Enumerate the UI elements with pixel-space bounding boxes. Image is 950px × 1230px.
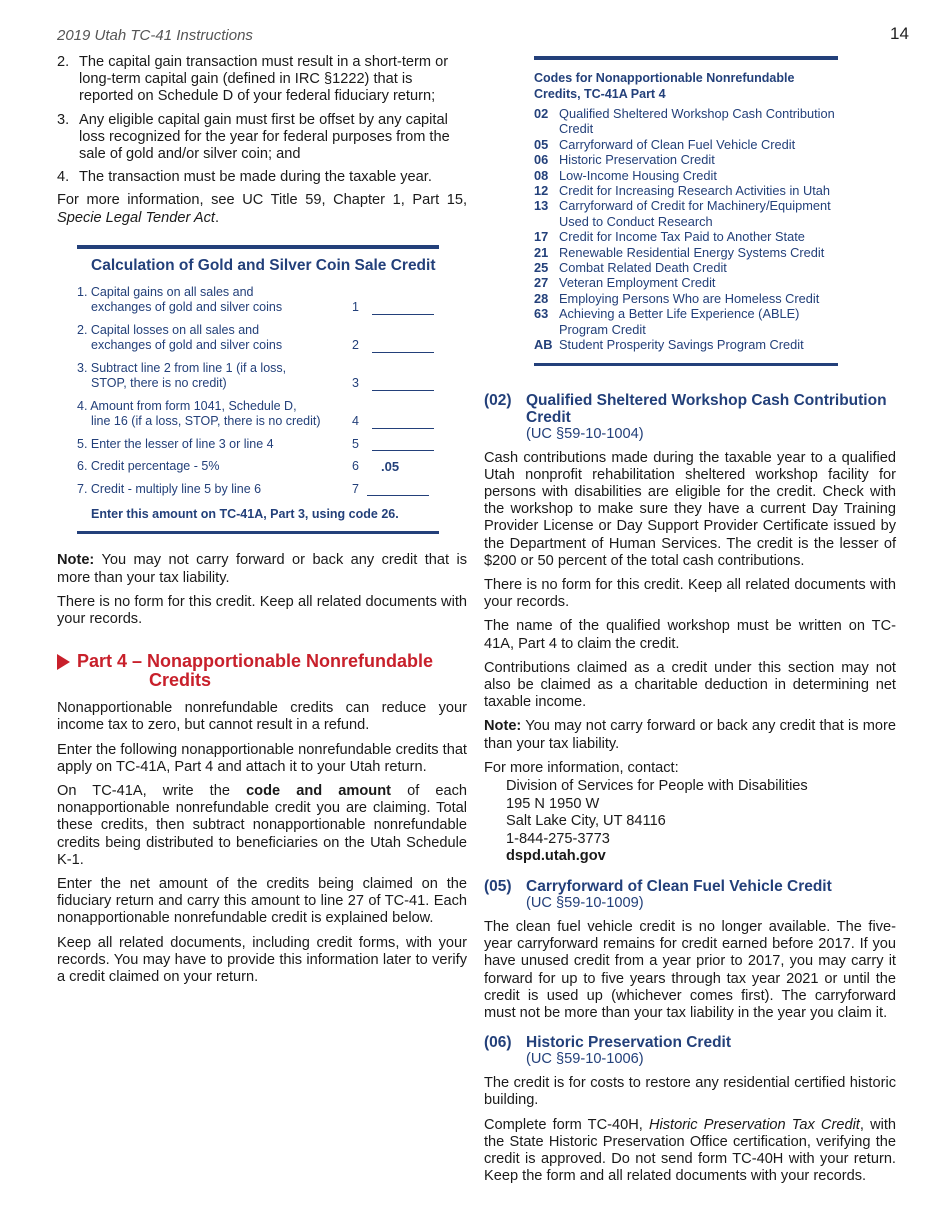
p3-bold: code and amount <box>246 782 391 799</box>
note-paragraph <box>57 552 467 586</box>
more-info-paragraph <box>57 192 467 226</box>
line-number: 6 <box>352 459 359 474</box>
code-number: 02 <box>534 106 549 121</box>
worksheet-line <box>77 482 439 498</box>
code-name: Credit for Increasing Research Activities in Utah <box>559 183 830 199</box>
section-02-heading <box>484 392 896 443</box>
code-name: Low-Income Housing Credit <box>559 167 717 183</box>
part4-paragraph-3 <box>57 783 467 869</box>
section-02-paragraph-2: There is no form for this credit. Keep all related documents with your records. <box>484 576 896 611</box>
note-text: You may not carry forward or back any credit that is more than your tax liability. <box>484 718 896 752</box>
line-blank[interactable] <box>367 485 429 496</box>
code-name: Qualified Sheltered Workshop Cash Contribution Credit <box>559 106 835 137</box>
list-item-text: The transaction must be made during the taxable year. <box>79 169 432 186</box>
line-blank[interactable] <box>372 304 434 315</box>
code-number: 08 <box>534 167 549 183</box>
part4-paragraph-2: Enter the following nonapportionable nonrefundable credits that apply on TC-41A, Part 4 and attach it to your Utah return. <box>57 741 467 775</box>
code-number: 25 <box>534 260 549 276</box>
line-text: 3. Subtract line 2 from line 1 (if a loss, <box>77 360 287 375</box>
section-06-heading <box>484 1034 896 1068</box>
contact-website-link[interactable]: dspd.utah.gov <box>506 848 606 865</box>
code-number: 06 <box>534 152 549 168</box>
list-item <box>57 54 467 106</box>
contact-phone: 1-844-275-3773 <box>506 830 610 847</box>
line-blank[interactable] <box>372 342 434 353</box>
code-row <box>534 198 838 229</box>
left-column <box>57 54 467 993</box>
note-label: Note: <box>484 718 522 735</box>
code-number: 28 <box>534 290 549 306</box>
list-item-number: 4. <box>57 169 70 186</box>
worksheet-line <box>77 323 439 354</box>
codes-title: Codes for Nonapportionable Nonrefundable Credits, TC-41A Part 4 <box>534 71 795 101</box>
line-number: 7 <box>352 481 359 496</box>
section-02-paragraph-1: Cash contributions made during the taxable year to a qualified Utah nonprofit rehabilitation sheltered workshop facility for persons with disabilities are eligible for the credit. Check with the workshop to make sure they have a current Day Training Provider License or Day Support Provider Certificate issued by the Department of Human Services. The credit is the lesser of $200 or 50 percent of the total cash contributions. <box>484 449 896 569</box>
code-name: Combat Related Death Credit <box>559 260 727 276</box>
line-text: 6. Credit percentage - 5% <box>77 459 220 474</box>
code-name: Credit for Income Tax Paid to Another State <box>559 229 805 245</box>
part4-paragraph-1: Nonapportionable nonrefundable credits can reduce your income tax to zero, but cannot result in a refund. <box>57 700 467 734</box>
section-name: Carryforward of Clean Fuel Vehicle Credit <box>526 877 832 895</box>
more-info-suffix: . <box>214 209 219 226</box>
code-name: Achieving a Better Life Experience (ABLE) Program Credit <box>559 306 800 337</box>
contact-address-2: Salt Lake City, UT 84116 <box>506 813 666 830</box>
list-item-text: Any eligible capital gain must first be offset by any capital loss recognized for the year for federal purposes from the sale of gold and/or silver coin; and <box>79 111 450 163</box>
document-header-title: 2019 Utah TC-41 Instructions <box>57 27 253 44</box>
code-row <box>534 183 838 198</box>
section-06-paragraph-2 <box>484 1117 896 1186</box>
line-text-cont: exchanges of gold and silver coins <box>91 338 283 353</box>
section-citation: (UC §59-10-1004) <box>526 425 644 442</box>
no-form-paragraph: There is no form for this credit. Keep all related documents with your records. <box>57 593 467 627</box>
contact-address-1: 195 N 1950 W <box>506 795 600 812</box>
code-row <box>534 337 838 352</box>
section-code: (06) <box>484 1034 512 1052</box>
line-blank[interactable] <box>372 440 434 451</box>
list-item-text: The capital gain transaction must result in a short-term or long-term capital gain (defined in IRC §1222) that is reported on Schedule D of your federal fiduciary return; <box>79 54 449 105</box>
code-name: Historic Preservation Credit <box>559 152 715 168</box>
worksheet-line <box>77 285 439 316</box>
section-05-paragraph-1: The clean fuel vehicle credit is no longer available. The five-year carryforward remains for credit earned before 2017. If you have unused credit from a year prior to 2017, you may carry it forward for up to five years through tax year 2021 or until the credit is used up (whichever comes first). The carryforward must not be more than your tax liability in the year you claim it. <box>484 918 896 1021</box>
line-text: 5. Enter the lesser of line 3 or line 4 <box>77 436 274 451</box>
section-citation: (UC §59-10-1009) <box>526 894 644 911</box>
line-number: 4 <box>352 414 359 429</box>
line-text: 1. Capital gains on all sales and <box>77 284 254 299</box>
code-name: Carryforward of Clean Fuel Vehicle Credit <box>559 136 796 152</box>
code-name: Renewable Residential Energy Systems Credit <box>559 244 825 260</box>
p3-prefix: On TC-41A, write the <box>57 782 247 799</box>
p3-suffix: of each nonapportionable nonrefundable credit you are claiming. Total these credits, then subtract nonapportionable nonrefundable credits being distributed to beneficiaries on the Utah Schedule K-1. <box>57 782 468 868</box>
line-text-cont: exchanges of gold and silver coins <box>91 300 283 315</box>
p2-suffix: , with the State Historic Preservation Office certification, verifying the credit is approved. Do not send form TC-40H with your return. Keep the form and all related documents with your records. <box>484 1116 897 1185</box>
form-title: Historic Preservation Tax Credit <box>648 1116 860 1133</box>
code-name: Veteran Employment Credit <box>559 275 716 291</box>
page-number: 14 <box>890 24 909 43</box>
code-row <box>534 229 838 244</box>
list-item <box>57 169 467 186</box>
code-row <box>534 168 838 183</box>
code-number: 21 <box>534 244 549 260</box>
code-number: 13 <box>534 198 549 214</box>
line-number: 5 <box>352 436 359 451</box>
line-number: 3 <box>352 376 359 391</box>
line-text-cont: STOP, there is no credit) <box>91 376 227 391</box>
part4-heading-line2: Credits <box>149 670 212 691</box>
code-name: Student Prosperity Savings Program Credit <box>559 337 804 353</box>
worksheet-footer: Enter this amount on TC-41A, Part 3, using code 26. <box>91 507 399 522</box>
code-number: 05 <box>534 136 549 152</box>
section-code: (02) <box>484 391 512 409</box>
section-name: Qualified Sheltered Workshop Cash Contribution Credit <box>526 391 887 426</box>
section-citation: (UC §59-10-1006) <box>526 1051 644 1068</box>
worksheet-line <box>77 459 439 475</box>
code-row <box>534 260 838 275</box>
more-info-prefix: For more information, see UC Title 59, Chapter 1, Part 15, <box>57 192 467 209</box>
line-text-cont: line 16 (if a loss, STOP, there is no credit) <box>91 414 321 429</box>
line-number: 1 <box>352 300 359 315</box>
part4-heading-line1: Part 4 – Nonapportionable Nonrefundable <box>77 651 434 672</box>
code-number: AB <box>534 337 553 353</box>
line-blank[interactable] <box>372 418 434 429</box>
part4-paragraph-5: Keep all related documents, including credit forms, with your records. You may have to provide this information later to verify a credit claimed on your return. <box>57 934 467 985</box>
code-number: 17 <box>534 229 549 245</box>
line-text: 2. Capital losses on all sales and <box>77 322 260 337</box>
section-05-heading <box>484 878 896 912</box>
codes-table <box>534 56 838 366</box>
code-name: Employing Persons Who are Homeless Credit <box>559 290 820 306</box>
section-02-paragraph-3: The name of the qualified workshop must be written on TC-41A, Part 4 to claim the credit. <box>484 618 896 652</box>
list-item <box>57 112 467 164</box>
note-text: You may not carry forward or back any credit that is more than your tax liability. <box>57 552 467 586</box>
worksheet-line <box>77 437 439 453</box>
code-row <box>534 306 838 337</box>
code-row <box>534 275 838 290</box>
section-02-paragraph-4: Contributions claimed as a credit under this section may not also be claimed as a charitable deduction in determining net taxable income. <box>484 659 896 711</box>
contact-block <box>484 778 896 866</box>
code-number: 63 <box>534 306 549 322</box>
part4-paragraph-4: Enter the net amount of the credits being claimed on the fiduciary return and carry this amount to line 27 of TC-41. Each nonapportionable nonrefundable credit is explained below. <box>57 875 467 927</box>
section-code: (05) <box>484 877 512 895</box>
code-number: 12 <box>534 183 549 199</box>
code-row <box>534 245 838 260</box>
section-06-paragraph-1: The credit is for costs to restore any residential certified historic building. <box>484 1075 896 1109</box>
line-number: 2 <box>352 338 359 353</box>
part4-heading <box>57 652 467 690</box>
worksheet-line <box>77 399 439 430</box>
section-02-note <box>484 718 896 752</box>
line-text: 7. Credit - multiply line 5 by line 6 <box>77 481 262 496</box>
code-row <box>534 106 838 137</box>
line-value: .05 <box>381 459 400 475</box>
note-label: Note: <box>57 552 95 569</box>
list-item-number: 2. <box>57 54 70 70</box>
section-name: Historic Preservation Credit <box>526 1034 732 1052</box>
code-name: Carryforward of Credit for Machinery/Equipment Used to Conduct Research <box>559 198 831 229</box>
right-column <box>484 56 896 1192</box>
act-title: Specie Legal Tender Act <box>57 209 215 226</box>
calculation-worksheet <box>77 245 439 535</box>
code-row <box>534 137 838 152</box>
contact-org: Division of Services for People with Disabilities <box>506 777 808 794</box>
list-item-number: 3. <box>57 111 70 128</box>
contact-intro: For more information, contact: <box>484 759 679 776</box>
triangle-bullet-icon <box>57 654 70 670</box>
code-number: 27 <box>534 275 549 291</box>
code-row <box>534 291 838 306</box>
code-row <box>534 152 838 167</box>
worksheet-line <box>77 361 439 392</box>
line-blank[interactable] <box>372 380 434 391</box>
p2-prefix: Complete form TC-40H, <box>484 1116 649 1133</box>
line-text: 4. Amount from form 1041, Schedule D, <box>77 398 297 413</box>
worksheet-title: Calculation of Gold and Silver Coin Sale Credit <box>91 256 436 274</box>
